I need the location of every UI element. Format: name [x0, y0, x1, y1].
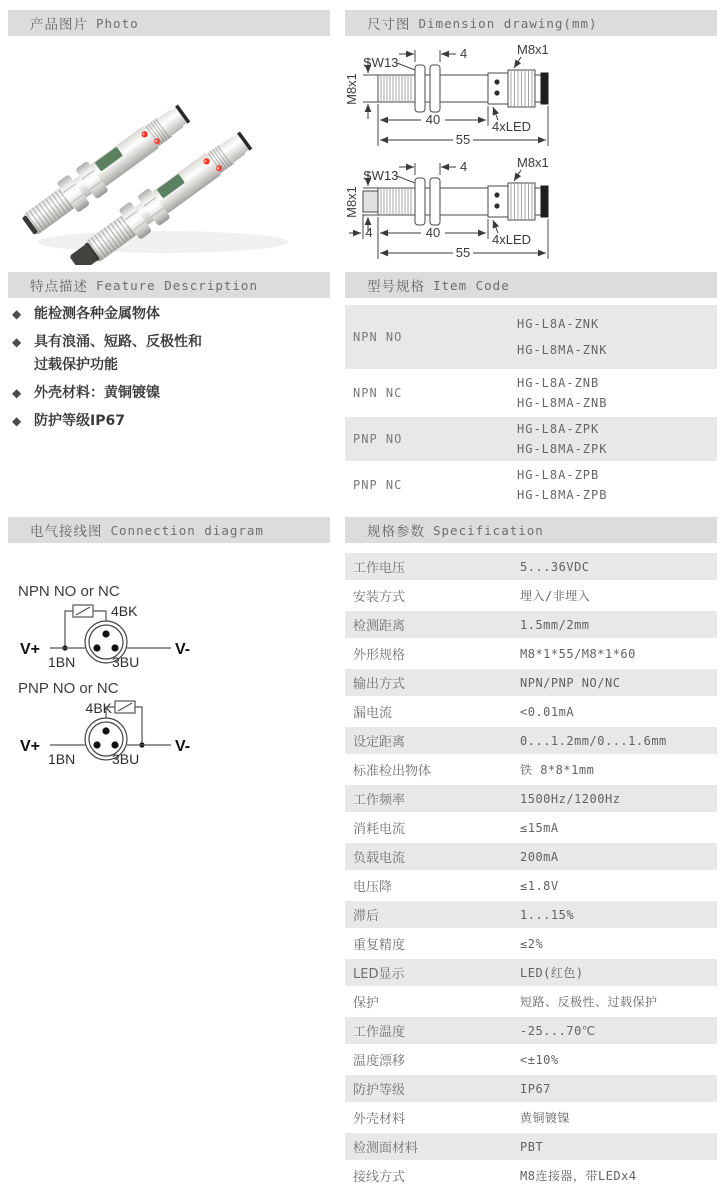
spec-value: 1.5mm/2mm	[520, 617, 590, 632]
spec-label: 漏电流	[353, 706, 393, 721]
feature-line: 外壳材料：黄铜镀镍	[34, 385, 160, 401]
spec-label: 检测距离	[353, 619, 406, 634]
feature-line: 能检测各种金属物体	[34, 306, 160, 322]
connection-diagrams	[8, 548, 338, 788]
pnp-title: PNP NO or NC	[18, 680, 119, 697]
pin-1	[93, 644, 100, 651]
pin-3	[111, 644, 118, 651]
spec-label: 外壳材料	[353, 1112, 406, 1127]
load-label: 4BK	[85, 700, 112, 716]
photo-shadow	[38, 231, 288, 253]
output-type: PNP NC	[353, 478, 403, 492]
spec-value: 埋入/非埋入	[520, 589, 591, 603]
vplus-label: V+	[20, 738, 41, 755]
section-header-specification	[345, 517, 717, 543]
spec-row	[345, 640, 717, 667]
pin1-label: 1BN	[48, 654, 76, 670]
spec-row	[345, 611, 717, 638]
item-code: HG-L8A-ZPK	[517, 422, 600, 437]
npn-diagram	[18, 583, 190, 670]
diamond-bullet-icon: ◆	[12, 335, 22, 349]
spec-value: ≤15mA	[520, 820, 559, 835]
pin1-label: 1BN	[48, 751, 76, 767]
section-header-connection	[8, 517, 330, 543]
spec-row	[345, 1133, 717, 1160]
spec-label: 保护	[353, 996, 380, 1011]
spec-row	[345, 930, 717, 957]
section-header-dimension	[345, 10, 717, 36]
section-title-zh: 产品图片	[30, 17, 88, 33]
dimension-drawing-flush	[345, 42, 549, 147]
spec-row	[345, 756, 717, 783]
item-code-row	[345, 305, 717, 369]
spec-row	[345, 1075, 717, 1102]
section-title-zh: 型号规格	[367, 279, 425, 295]
section-title-en: Specification	[433, 522, 544, 538]
spec-row	[345, 1017, 717, 1044]
spec-row	[345, 1162, 717, 1189]
dimension-drawings	[345, 40, 723, 268]
spec-row	[345, 901, 717, 928]
spec-value: 黄铜镀镍	[520, 1111, 571, 1125]
spec-label: 防护等级	[353, 1083, 406, 1098]
tip-length-label: 4	[365, 225, 373, 240]
output-type: PNP NO	[353, 432, 403, 446]
spec-value: 200mA	[520, 849, 559, 864]
item-code: HG-L8MA-ZPB	[517, 487, 608, 502]
spec-value: 1...15%	[520, 907, 575, 922]
spec-label: 重复精度	[353, 938, 406, 953]
section-title-en: Connection diagram	[110, 522, 264, 538]
spec-label: 工作电压	[353, 561, 406, 576]
spec-row	[345, 1046, 717, 1073]
feature-line: 具有浪涌、短路、反极性和	[34, 334, 202, 350]
spec-value: <±10%	[520, 1052, 559, 1067]
spec-row	[345, 669, 717, 696]
vminus-label: V-	[175, 738, 191, 755]
section-title-en: Dimension drawing(mm)	[418, 15, 598, 31]
pin-4	[102, 630, 109, 637]
feature-line: 防护等级IP67	[34, 413, 125, 429]
spec-label: 消耗电流	[353, 822, 406, 837]
spec-value: -25...70℃	[520, 1023, 596, 1038]
pin3-label: 3BU	[112, 654, 140, 670]
spec-value: LED(红色)	[520, 966, 584, 980]
pin-3	[111, 741, 118, 748]
item-code-row	[345, 417, 717, 461]
pin-4	[102, 727, 109, 734]
spec-value: ≤1.8V	[520, 878, 559, 893]
feature-list	[12, 303, 330, 438]
section-title-en: Photo	[96, 15, 139, 31]
section-title-zh: 尺寸图	[367, 17, 411, 33]
spec-value: ≤2%	[520, 936, 544, 951]
dimension-drawing-nonflush	[345, 155, 549, 260]
spec-value: <0.01mA	[520, 704, 575, 719]
pin3-label: 3BU	[112, 751, 140, 767]
spec-label: 设定距离	[353, 735, 406, 750]
vminus-label: V-	[175, 641, 191, 658]
spec-value: PBT	[520, 1139, 544, 1154]
spec-label: 电压降	[353, 880, 393, 895]
feature-line: 过载保护功能	[34, 357, 118, 373]
spec-row	[345, 843, 717, 870]
pin-1	[93, 741, 100, 748]
spec-label: 检测面材料	[353, 1141, 419, 1156]
section-title-zh: 特点描述	[30, 279, 88, 295]
spec-value: 铁 8*8*1mm	[520, 763, 595, 777]
load-label: 4BK	[111, 603, 138, 619]
spec-label: 安装方式	[353, 590, 406, 605]
pnp-diagram	[18, 680, 190, 767]
item-code-row	[345, 371, 717, 415]
product-photo	[8, 40, 338, 265]
item-code-table	[345, 305, 717, 509]
section-header-features	[8, 272, 330, 298]
spec-label: 负载电流	[353, 851, 406, 866]
spec-value: 短路、反极性、过载保护	[520, 995, 658, 1009]
spec-label: 温度漂移	[353, 1054, 406, 1069]
spec-label: 工作温度	[353, 1025, 406, 1040]
output-type: NPN NO	[353, 330, 403, 344]
item-code: HG-L8A-ZPB	[517, 468, 600, 483]
item-code: HG-L8A-ZNB	[517, 376, 600, 391]
item-code: HG-L8A-ZNK	[517, 317, 600, 331]
spec-value: M8*1*55/M8*1*60	[520, 646, 636, 661]
spec-row	[345, 553, 717, 580]
spec-row	[345, 988, 717, 1015]
spec-label: 标准检出物体	[353, 764, 432, 779]
spec-value: 5...36VDC	[520, 559, 590, 574]
feature-item	[12, 382, 330, 405]
spec-label: 工作频率	[353, 793, 406, 808]
diamond-bullet-icon: ◆	[12, 307, 22, 321]
section-title-en: Feature Description	[96, 277, 258, 293]
feature-item	[12, 331, 330, 377]
diamond-bullet-icon: ◆	[12, 386, 22, 400]
section-header-photo	[8, 10, 330, 36]
section-title-en: Item Code	[433, 277, 510, 293]
section-title-zh: 规格参数	[367, 524, 425, 540]
section-title-zh: 电气接线图	[30, 524, 103, 540]
spec-row	[345, 1104, 717, 1131]
spec-value: M8连接器，带LEDx4	[520, 1169, 637, 1183]
spec-label: 接线方式	[353, 1170, 406, 1185]
sensor-flush-illustration	[17, 98, 195, 241]
spec-value: IP67	[520, 1081, 551, 1096]
spec-row	[345, 582, 717, 609]
feature-item	[12, 303, 330, 326]
npn-title: NPN NO or NC	[18, 583, 120, 600]
item-code: HG-L8MA-ZNK	[517, 343, 608, 357]
spec-row	[345, 959, 717, 986]
spec-row	[345, 785, 717, 812]
spec-label: LED显示	[353, 967, 405, 982]
item-code: HG-L8MA-ZPK	[517, 441, 608, 456]
spec-label: 外形规格	[353, 648, 406, 663]
sensing-tip-outline	[363, 191, 378, 212]
spec-value: NPN/PNP NO/NC	[520, 675, 621, 690]
feature-item	[12, 410, 330, 433]
spec-row	[345, 872, 717, 899]
spec-value: 1500Hz/1200Hz	[520, 791, 621, 806]
item-code-row	[345, 463, 717, 507]
spec-value: 0...1.2mm/0...1.6mm	[520, 733, 667, 748]
diamond-bullet-icon: ◆	[12, 414, 22, 428]
output-type: NPN NC	[353, 386, 403, 400]
section-header-item-code	[345, 272, 717, 298]
spec-row	[345, 814, 717, 841]
spec-label: 滞后	[353, 909, 380, 924]
item-code: HG-L8MA-ZNB	[517, 395, 608, 410]
vplus-label: V+	[20, 641, 41, 658]
spec-label: 输出方式	[353, 677, 406, 692]
spec-row	[345, 727, 717, 754]
specification-table	[345, 553, 717, 1191]
spec-row	[345, 698, 717, 725]
